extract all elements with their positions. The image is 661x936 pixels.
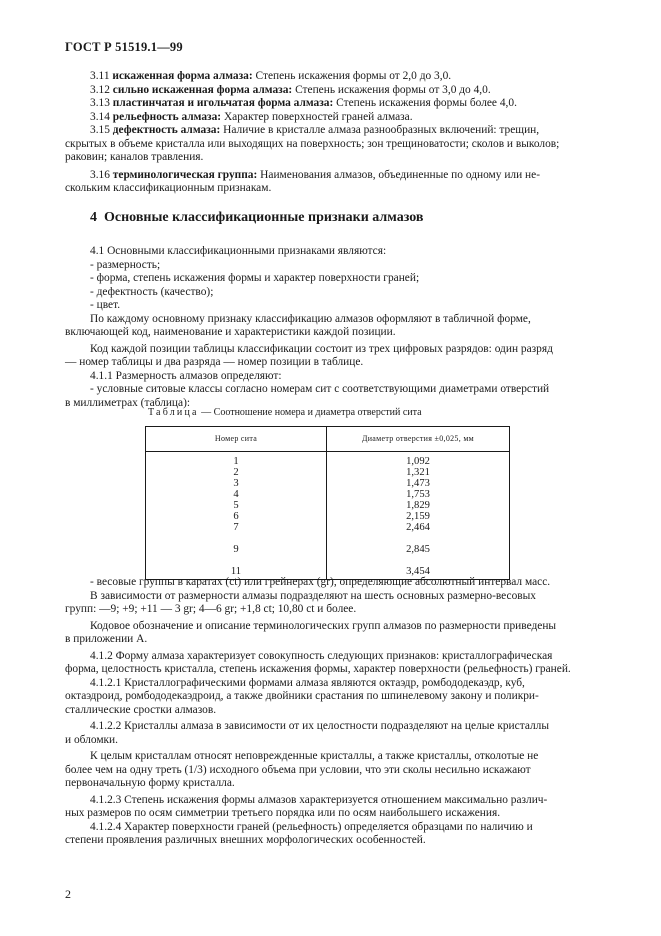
paragraph-line: К целым кристаллам относят неповрежденные кристаллы, а также кристаллы, отколотые не — [90, 750, 539, 762]
table-header-row — [146, 427, 510, 452]
definition-continuation: скольким классификационным признакам. — [65, 182, 272, 194]
paragraph-line: - цвет. — [90, 299, 121, 311]
paragraph-line: Код каждой позиции таблицы классификации состоит из трех цифровых разрядов: один разряд — [90, 342, 553, 355]
sieve-table — [145, 426, 510, 580]
paragraph-line: - условные ситовые классы согласно номерам сит с соответствующими диаметрами отверстий — [90, 383, 550, 395]
table-row: 7 2,464 — [146, 522, 510, 533]
paragraph-line: По каждому основному признаку классификацию алмазов оформляют в табличной форме, — [90, 312, 531, 325]
paragraph-line: групп: —9; +9; +11 — 3 gr; 4—6 gr; +1,8 ct; 10,80 ct и более. — [65, 603, 357, 615]
paragraph-line: - дефектность (качество); — [90, 285, 214, 298]
definitions-list — [65, 70, 599, 196]
paragraph-line: Кодовое обозначение и описание терминологических групп алмазов по размерности приведены — [90, 619, 557, 632]
paragraph-line: 4.1.2.4 Характер поверхности граней (рельефность) определяется образцами по наличию и — [90, 820, 533, 833]
paragraph-line: 4.1.2.3 Степень искажения формы алмазов характеризуется отношением максимально различ- — [90, 793, 548, 806]
paragraph-line: - весовые группы в каратах (ct) или грейнерах (gr), определяющие абсолютный интервал масс. — [90, 576, 551, 588]
paragraph-line: 4.1.1 Размерность алмазов определяют: — [90, 369, 282, 382]
table-row: 11 3,454 — [146, 566, 510, 580]
table-row: 3 1,473 — [146, 478, 510, 489]
table-row: 2 1,321 — [146, 467, 510, 478]
paragraph-line: — номер таблицы и два разряда — номер позиции в таблице. — [65, 356, 364, 368]
column-header-hole-diameter: Диаметр отверстия ±0,025, мм — [327, 427, 510, 452]
table-row: 1 1,092 — [146, 456, 510, 467]
paragraph-line: форма, целостность кристалла, степень искажения формы, характер поверхности (рельефность) граней. — [65, 663, 571, 675]
definition-continuation: скрытых в объеме кристалла или выходящих на поверхность; зон трещиноватости; сколов и выколов; — [65, 137, 560, 150]
paragraph-line: 4.1.2.2 Кристаллы алмаза в зависимости от их целостности подразделяют на целые кристаллы — [90, 720, 549, 732]
paragraph-line: в приложении А. — [65, 633, 148, 645]
definition-item: 3.15 дефектность алмаза: Наличие в кристалле алмаза разнообразных включений: трещин, — [90, 124, 540, 136]
section-heading: 4 Основные классификационные признаки алмазов — [90, 210, 424, 225]
definition-item: 3.11 искаженная форма алмаза: Степень искажения формы от 2,0 до 3,0. — [90, 70, 452, 82]
paragraph-line: и обломки. — [65, 733, 118, 746]
definition-item: 3.13 пластинчатая и игольчатая форма алмаза: Степень искажения формы более 4,0. — [90, 97, 517, 109]
page-number: 2 — [65, 887, 71, 901]
table-row: 6 2,159 — [146, 511, 510, 522]
paragraph-line: В зависимости от размерности алмазы подразделяют на шесть основных размерно-весовых — [90, 589, 536, 602]
table-row: 5 1,829 — [146, 500, 510, 511]
definition-item: 3.14 рельефность алмаза: Характер поверхностей граней алмаза. — [90, 110, 413, 123]
table-caption: Таблица — Соотношение номера и диаметра отверстий сита — [148, 407, 422, 418]
definition-item: 3.12 сильно искаженная форма алмаза: Степень искажения формы от 3,0 до 4,0. — [90, 83, 491, 96]
paragraph-line: степени проявления различных внешних морфологических особенностей. — [65, 834, 426, 846]
paragraph-line: 4.1 Основными классификационными признаками являются: — [90, 245, 387, 257]
paragraph-line: 4.1.2.1 Кристаллографическими формами алмаза являются октаэдр, ромбододекаэдр, куб, — [90, 676, 525, 689]
definition-item: 3.16 терминологическая группа: Наименования алмазов, объединенные по одному или не- — [90, 168, 540, 181]
definition-continuation: раковин; каналов травления. — [65, 151, 204, 163]
paragraph-line: включающей код, наименование и характеристики каждой позиции. — [65, 326, 396, 338]
paragraph-line: октаэдроид, ромбододекаэдроид, а также двойники срастания по шпинелевому закону и поликри- — [65, 690, 539, 702]
paragraph-line: более чем на одну треть (1/3) исходного объема при условии, что эти сколы несильно искажают — [65, 763, 531, 776]
body-text-a — [65, 245, 599, 410]
paragraph-line: 4.1.2 Форму алмаза характеризует совокупность следующих признаков: кристаллографическая — [90, 649, 553, 662]
paragraph-line: в миллиметрах (таблица): — [65, 396, 191, 409]
paragraph-line: - размерность; — [90, 258, 161, 271]
table-row: 4 1,753 — [146, 489, 510, 500]
table-row: 9 2,845 — [146, 544, 510, 555]
standard-header: ГОСТ Р 51519.1—99 — [65, 40, 183, 54]
paragraph-line: сталлические сростки алмазов. — [65, 703, 217, 716]
body-text-b — [65, 576, 599, 848]
column-header-sieve-number: Номер сита — [146, 427, 327, 452]
paragraph-line: ных размеров по осям симметрии третьего порядка или по осям наибольшего искажения. — [65, 807, 501, 819]
paragraph-line: - форма, степень искажения формы и характер поверхности граней; — [90, 272, 420, 284]
paragraph-line: первоначальную форму кристалла. — [65, 777, 235, 789]
